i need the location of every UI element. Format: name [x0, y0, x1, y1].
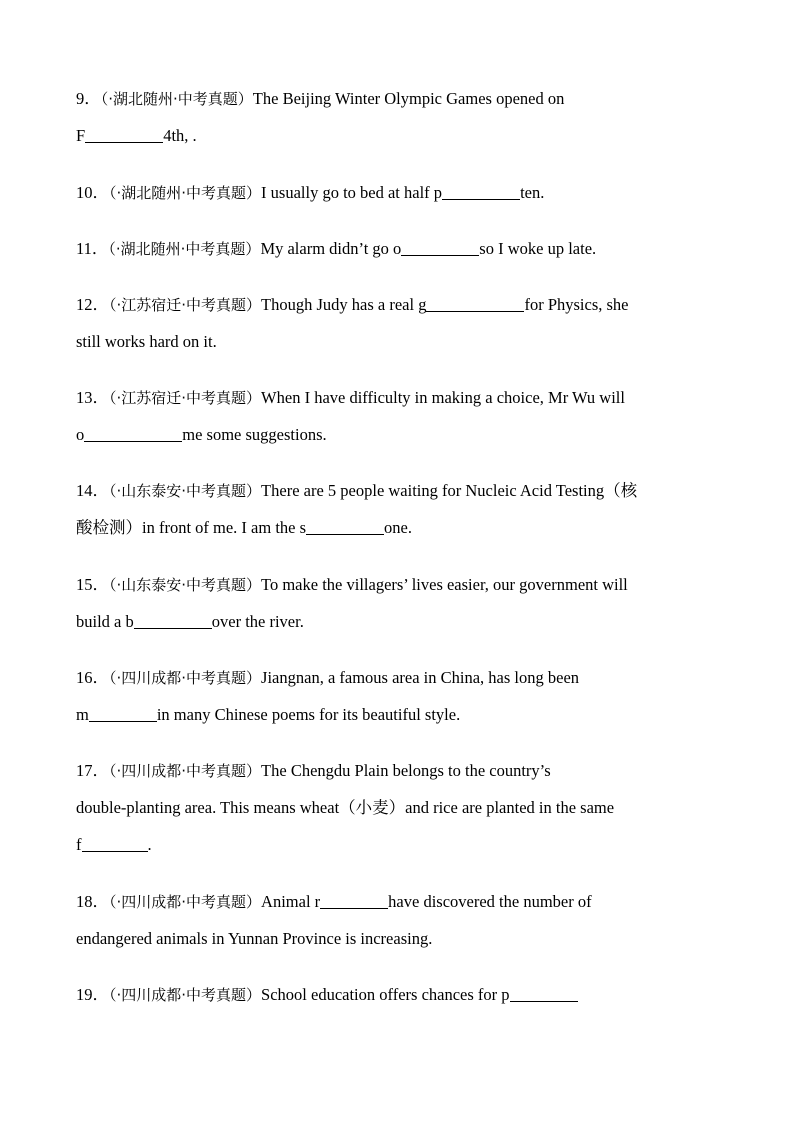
- question-text: for Physics, she: [524, 295, 629, 314]
- question-line: [76, 603, 736, 640]
- question-line: [76, 379, 736, 416]
- question-source: （·山东泰安·中考真题）: [109, 576, 262, 594]
- answer-blank[interactable]: [85, 141, 163, 143]
- question-text: 酸检测）in front of me. I am the s: [76, 518, 307, 537]
- question-number: 17．: [76, 761, 109, 780]
- question-text: in many Chinese poems for its beautiful style.: [156, 705, 461, 724]
- question-line: [76, 883, 736, 920]
- answer-blank[interactable]: [84, 440, 182, 442]
- question-line: [76, 976, 736, 1013]
- answer-blank[interactable]: [306, 533, 384, 535]
- question-19: [76, 976, 736, 1013]
- question-line: [76, 80, 736, 117]
- answer-blank[interactable]: [320, 907, 388, 909]
- question-line: [76, 286, 736, 323]
- question-12: [76, 286, 736, 360]
- question-line: [76, 752, 736, 789]
- question-text: .: [147, 835, 152, 854]
- answer-blank[interactable]: [401, 254, 479, 256]
- question-line: [76, 509, 736, 546]
- answer-blank[interactable]: [426, 310, 524, 312]
- question-source: （·四川成都·中考真题）: [109, 893, 262, 911]
- question-text: ten.: [520, 183, 545, 202]
- question-source: （·湖北随州·中考真题）: [100, 90, 253, 108]
- question-text: Jiangnan, a famous area in China, has long been: [261, 668, 580, 687]
- question-source: （·江苏宿迁·中考真题）: [109, 389, 262, 407]
- question-source: （·山东泰安·中考真题）: [109, 482, 262, 500]
- question-line: [76, 472, 736, 509]
- question-14: [76, 472, 736, 546]
- question-text: The Chengdu Plain belongs to the country’s: [261, 761, 551, 780]
- question-line: [76, 117, 736, 154]
- question-source: （·湖北随州·中考真题）: [109, 184, 262, 202]
- question-15: [76, 566, 736, 640]
- question-text: There are 5 people waiting for Nucleic Acid Testing（核: [261, 481, 638, 500]
- answer-blank[interactable]: [82, 850, 148, 852]
- question-number: 13．: [76, 388, 109, 407]
- question-line: [76, 696, 736, 733]
- question-line: [76, 416, 736, 453]
- answer-blank[interactable]: [134, 627, 212, 629]
- question-text: still works hard on it.: [76, 332, 217, 351]
- question-17: [76, 752, 736, 863]
- question-10: [76, 174, 736, 211]
- question-source: （·四川成都·中考真题）: [109, 762, 262, 780]
- question-text: so I woke up late.: [479, 239, 597, 258]
- question-11: [76, 230, 736, 267]
- question-text: The Beijing Winter Olympic Games opened on: [252, 89, 565, 108]
- question-text: I usually go to bed at half p: [261, 183, 443, 202]
- question-line: [76, 323, 736, 360]
- question-source: （·江苏宿迁·中考真题）: [109, 296, 262, 314]
- question-number: 11．: [76, 239, 109, 258]
- answer-blank[interactable]: [510, 1000, 578, 1002]
- question-source: （·湖北随州·中考真题）: [108, 240, 261, 258]
- question-text: To make the villagers’ lives easier, our government will: [261, 575, 628, 594]
- question-number: 15．: [76, 575, 109, 594]
- question-line: [76, 920, 736, 957]
- question-18: [76, 883, 736, 957]
- question-text: one.: [384, 518, 412, 537]
- question-line: [76, 826, 736, 863]
- question-text: My alarm didn’t go o: [260, 239, 402, 258]
- question-text: o: [76, 425, 85, 444]
- question-text: m: [76, 705, 89, 724]
- question-line: [76, 174, 736, 211]
- question-text: over the river.: [211, 612, 304, 631]
- question-text: Though Judy has a real g: [261, 295, 427, 314]
- question-text: When I have difficulty in making a choice, Mr Wu will: [261, 388, 625, 407]
- question-text: build a b: [76, 612, 134, 631]
- question-text: Animal r: [261, 892, 321, 911]
- question-13: [76, 379, 736, 453]
- question-line: [76, 659, 736, 696]
- question-16: [76, 659, 736, 733]
- question-number: 12．: [76, 295, 109, 314]
- question-line: [76, 230, 736, 267]
- question-text: double-planting area. This means wheat（小麦）and rice are planted in the same: [76, 798, 615, 817]
- question-number: 18．: [76, 892, 109, 911]
- question-text: F: [76, 126, 86, 145]
- question-9: [76, 80, 736, 154]
- question-number: 16．: [76, 668, 109, 687]
- question-number: 9．: [76, 89, 101, 108]
- question-text: 4th, .: [163, 126, 197, 145]
- question-source: （·四川成都·中考真题）: [109, 669, 262, 687]
- question-text: me some suggestions.: [182, 425, 327, 444]
- question-text: f: [76, 835, 82, 854]
- question-number: 19．: [76, 985, 109, 1004]
- question-number: 10．: [76, 183, 109, 202]
- question-line: [76, 566, 736, 603]
- question-line: [76, 789, 736, 826]
- question-text: endangered animals in Yunnan Province is increasing.: [76, 929, 433, 948]
- question-text: School education offers chances for p: [261, 985, 510, 1004]
- answer-blank[interactable]: [89, 720, 157, 722]
- question-text: have discovered the number of: [388, 892, 592, 911]
- answer-blank[interactable]: [442, 198, 520, 200]
- question-source: （·四川成都·中考真题）: [109, 986, 262, 1004]
- question-number: 14．: [76, 481, 109, 500]
